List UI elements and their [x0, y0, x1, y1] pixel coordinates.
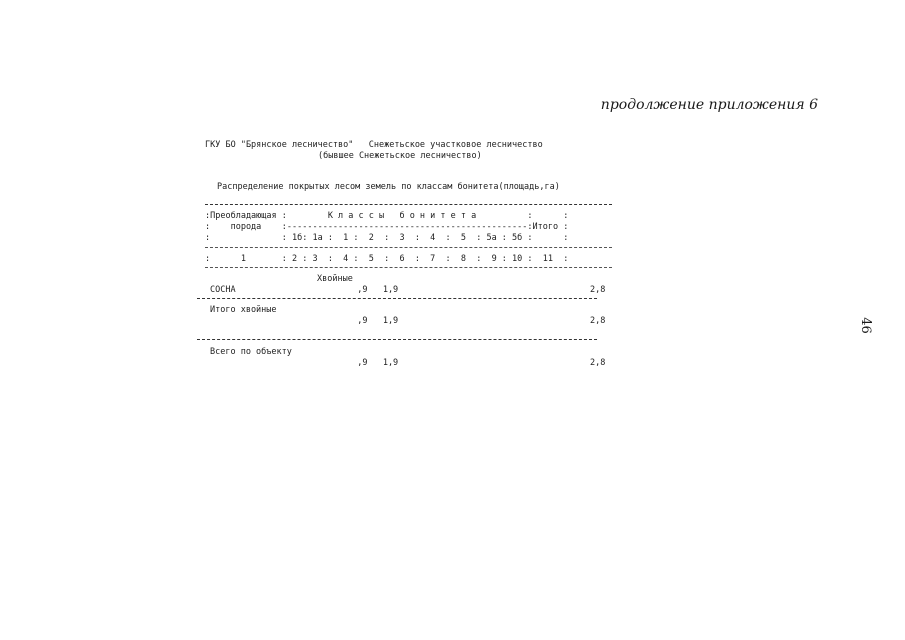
row-total-conifer-total: 2,8	[590, 316, 606, 326]
table-header-row-3: : : 1б: 1а : 1 : 2 : 3 : 4 : 5 : 5а : 5б : :	[205, 233, 569, 243]
table-rule-top	[205, 204, 612, 205]
organization-line: ГКУ БО "Брянское лесничество" Снежетьское участковое лесничество	[205, 140, 543, 150]
table-column-numbers: : 1 : 2 : 3 : 4 : 5 : 6 : 7 : 8 : 9 : 10 : 11 :	[205, 254, 569, 264]
row-values-conifer-total: ,9 1,9	[347, 316, 399, 326]
table-title: Распределение покрытых лесом земель по классам бонитета(площадь,га)	[217, 182, 560, 192]
table-header-row-1: :Преобладающая : К л а с с ы б о н и т е т а : :	[205, 211, 569, 221]
row-name-conifer-total: Итого хвойные	[210, 305, 277, 315]
page-number: 46	[857, 317, 873, 334]
former-name-line: (бывшее Снежетьское лесничество)	[318, 151, 482, 161]
row-total-pine: 2,8	[590, 285, 606, 295]
row-values-pine: ,9 1,9	[347, 285, 399, 295]
row-total-object-total: 2,8	[590, 358, 606, 368]
row-name-object-total: Всего по объекту	[210, 347, 292, 357]
row-name-pine: СОСНА	[210, 285, 236, 295]
table-rule-header	[205, 247, 612, 248]
table-rule-subtotal	[197, 339, 597, 340]
appendix-title: продолжение приложения 6	[600, 97, 818, 113]
table-header-row-2: : порода :-----------------------------------------------:Итого :	[205, 222, 569, 232]
group-label-conifers: Хвойные	[317, 274, 353, 284]
row-values-object-total: ,9 1,9	[347, 358, 399, 368]
table-rule-group	[197, 298, 597, 299]
table-rule-columns	[205, 267, 612, 268]
